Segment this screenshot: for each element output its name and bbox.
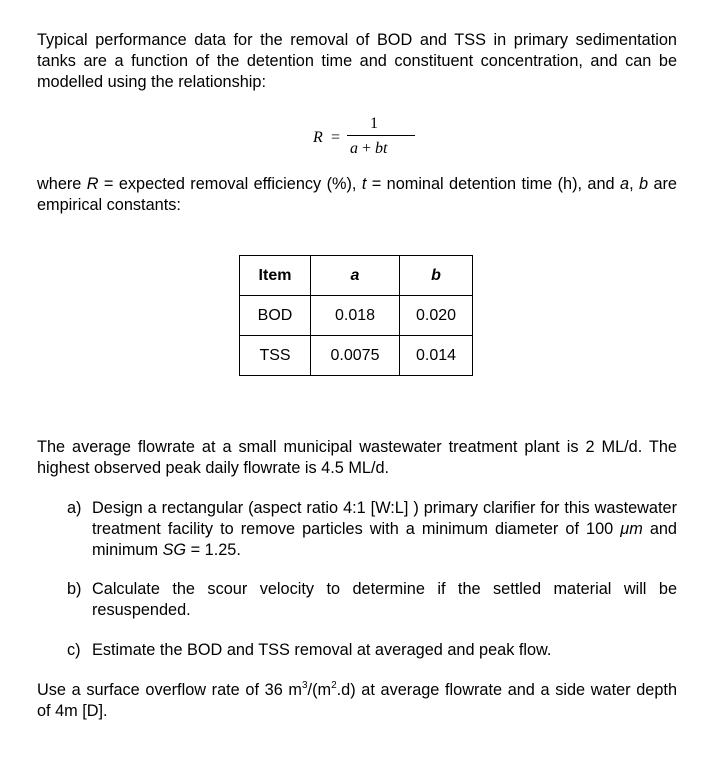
question-a-text-3: = 1.25.: [186, 541, 241, 559]
question-c-body: Estimate the BOD and TSS removal at averaged and peak flow.: [92, 641, 552, 659]
row-tss-b: 0.014: [400, 336, 473, 376]
header-a: a: [311, 256, 400, 296]
question-b: [67, 579, 677, 621]
denominator-plus: +: [358, 140, 376, 157]
header-item: Item: [240, 256, 311, 296]
question-c: [67, 640, 677, 661]
symbol-b: b: [638, 175, 649, 193]
equation-lhs: R: [313, 129, 323, 146]
symbol-r: R: [86, 175, 99, 193]
superscript-3: 3: [301, 679, 308, 691]
micrometre-unit: μm: [620, 520, 643, 538]
constants-table: [239, 255, 473, 376]
fraction-bar: [347, 135, 415, 136]
closing-text-3: .d) at average flowrate and a side water depth of 4m [D].: [37, 681, 677, 720]
question-a-body: [92, 498, 677, 561]
row-bod-a: 0.018: [311, 296, 400, 336]
intro-text: Typical performance data for the removal of BOD and TSS in primary sedimentation tanks are a function of the detention time and constituent concentration, and can be modelled using the relationship:: [37, 31, 677, 91]
specific-gravity-symbol: SG: [162, 541, 187, 559]
denominator-bt: bt: [375, 140, 388, 157]
question-b-body: Calculate the scour velocity to determine if the settled material will be resuspended.: [92, 580, 677, 619]
row-tss-item: TSS: [240, 336, 311, 376]
closing-text-2: /(m: [307, 681, 332, 699]
row-tss-a: 0.0075: [311, 336, 400, 376]
removal-equation: [313, 113, 433, 163]
equation-equals: =: [331, 129, 341, 146]
closing-paragraph: [37, 680, 677, 722]
definitions-text-3: = nominal detention time (h), and: [366, 175, 620, 193]
definitions-text-4: are empirical constants:: [37, 175, 677, 214]
equation-numerator: 1: [370, 115, 378, 132]
question-a: [67, 498, 677, 561]
row-bod-b: 0.020: [400, 296, 473, 336]
question-a-text-1: Design a rectangular (aspect ratio 4:1 [W:L] ) primary clarifier for this wastewater treatment facility to remove particles with a minimum diameter of 100: [92, 499, 677, 538]
definitions-text-2: = expected removal efficiency (%),: [98, 175, 362, 193]
symbol-t: t: [361, 175, 367, 193]
superscript-2: 2: [331, 679, 337, 691]
header-b: b: [400, 256, 473, 296]
row-bod-item: BOD: [240, 296, 311, 336]
table-row: [240, 336, 473, 376]
definitions-comma: ,: [629, 175, 639, 193]
closing-text-1: Use a surface overflow rate of 36 m: [37, 681, 302, 699]
question-b-marker: b): [67, 580, 82, 598]
question-a-text-2: and minimum: [92, 520, 677, 559]
question-a-marker: a): [67, 499, 82, 517]
denominator-a: a: [350, 140, 358, 157]
table-header-row: [240, 256, 473, 296]
question-c-marker: c): [67, 641, 81, 659]
symbol-a: a: [620, 175, 630, 193]
flowrate-text: The average flowrate at a small municipal wastewater treatment plant is 2 ML/d. The highest observed peak daily flowrate is 4.5 ML/d.: [37, 438, 677, 477]
definitions-text-1: where: [37, 175, 87, 193]
table-row: [240, 296, 473, 336]
flowrate-paragraph: [37, 437, 677, 479]
intro-paragraph: [37, 30, 677, 93]
equation-denominator: [350, 138, 387, 159]
definitions-paragraph: [37, 174, 677, 216]
